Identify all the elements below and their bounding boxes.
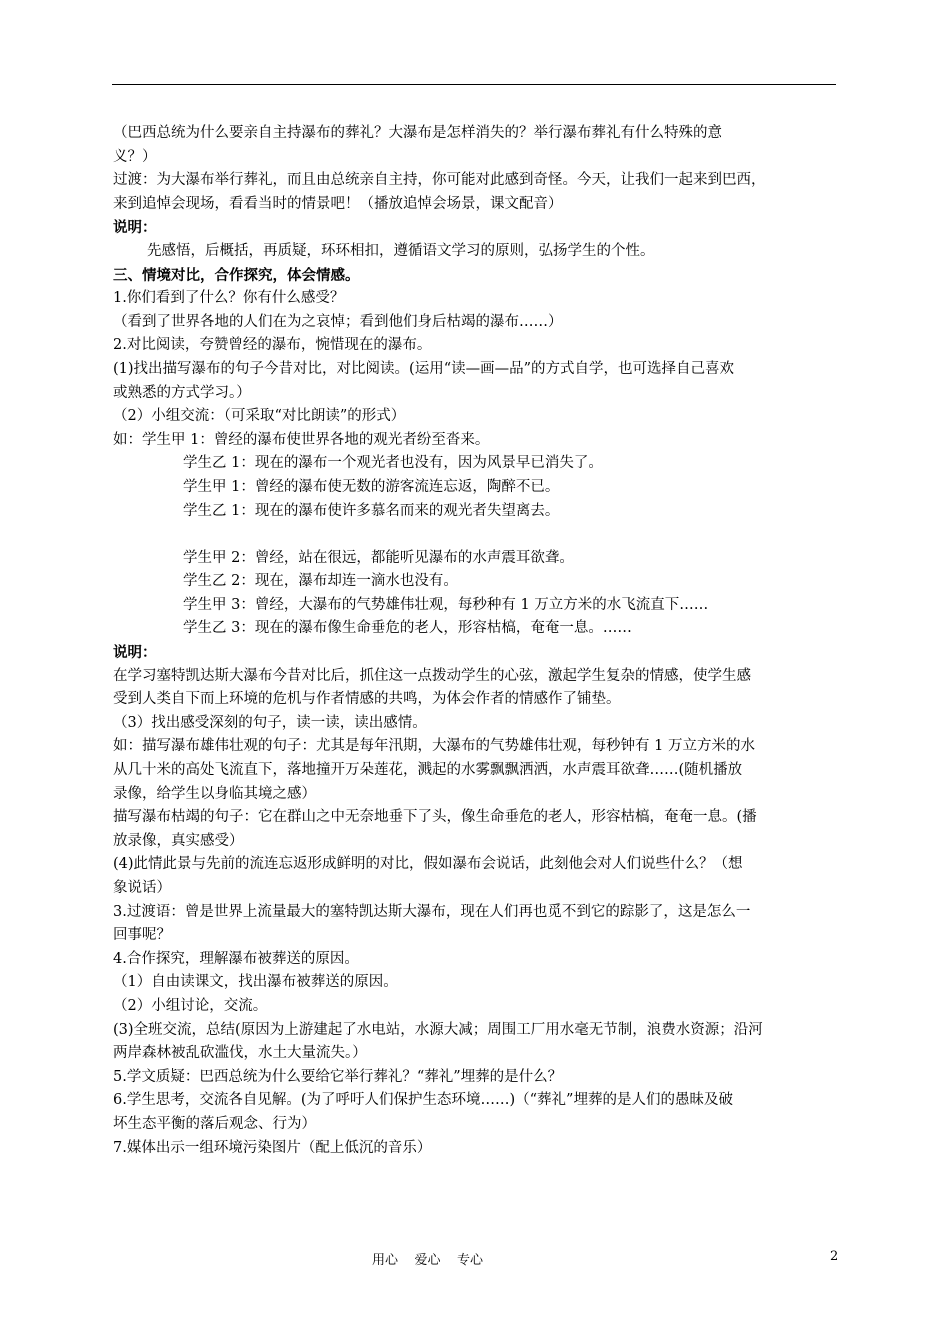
page-number: 2 (830, 1249, 839, 1264)
paragraph-line: (4)此情此景与先前的流连忘返形成鲜明的对比，假如瀑布会说话，此刻他会对人们说些什么？（想 (113, 856, 743, 873)
section-heading: 说明： (113, 219, 157, 237)
paragraph-line: 学生乙 3：现在的瀑布像生命垂危的老人，形容枯槁，奄奄一息。…… (183, 620, 632, 637)
document-body (113, 122, 839, 1160)
paragraph-line: （巴西总统为什么要亲自主持瀑布的葬礼？大瀑布是怎样消失的？举行瀑布葬礼有什么特殊的意 (113, 125, 722, 141)
paragraph-line: 学生甲 2：曾经，站在很远，都能听见瀑布的水声震耳欲聋。 (183, 549, 574, 566)
section-heading: 说明： (113, 644, 157, 662)
paragraph-line: 3.过渡语：曾是世界上流量最大的塞特凯达斯大瀑布，现在人们再也觅不到它的踪影了，这是怎么一 (113, 903, 751, 920)
paragraph-line: 如：描写瀑布雄伟壮观的句子：尤其是每年汛期，大瀑布的气势雄伟壮观，每秒钟有 1 万立方米的水 (113, 738, 755, 755)
paragraph-line: 从几十米的高处飞流直下，落地撞开万朵莲花，溅起的水雾飘飘洒洒，水声震耳欲聋……(随机播放 (113, 762, 743, 779)
paragraph-line: （2）小组讨论，交流。 (113, 997, 268, 1014)
paragraph-line: 5.学文质疑：巴西总统为什么要给它举行葬礼？“葬礼”埋葬的是什么？ (113, 1068, 563, 1085)
paragraph-line: 坏生态平衡的落后观念、行为） (113, 1115, 316, 1132)
paragraph-line: 受到人类自下而上环境的危机与作者情感的共鸣，为体会作者的情感作了铺垫。 (113, 691, 621, 708)
paragraph-line: 学生乙 1：现在的瀑布使许多慕名而来的观光者失望离去。 (183, 502, 560, 519)
paragraph-line: （3）找出感受深刻的句子，读一读，读出感情。 (113, 714, 427, 731)
paragraph-line: 回事呢？ (113, 927, 171, 944)
paragraph-line: （看到了世界各地的人们在为之哀悼；看到他们身后枯竭的瀑布……） (113, 313, 563, 330)
footer-motto: 用心 爱心 专心 (372, 1253, 484, 1268)
paragraph-line: 义？） (113, 148, 157, 165)
paragraph-line: 录像，给学生以身临其境之感） (113, 785, 316, 802)
paragraph-line: 学生甲 1：曾经的瀑布使无数的游客流连忘返，陶醉不已。 (183, 478, 560, 495)
paragraph-line: 6.学生思考，交流各自见解。(为了呼吁人们保护生态环境……)（“葬礼”埋葬的是人们的愚昧及破 (113, 1092, 733, 1109)
paragraph-line: 学生乙 2：现在，瀑布却连一滴水也没有。 (183, 573, 458, 590)
paragraph-line: 7.媒体出示一组环境污染图片（配上低沉的音乐） (113, 1139, 432, 1156)
paragraph-line: (1)找出描写瀑布的句子今昔对比，对比阅读。(运用“读—画—品”的方式自学，也可选择自己喜欢 (113, 360, 735, 377)
paragraph-line: 学生乙 1：现在的瀑布一个观光者也没有，因为风景早已消失了。 (183, 455, 603, 472)
paragraph-line: 放录像，真实感受） (113, 832, 244, 849)
header-rule (112, 84, 836, 85)
paragraph-line: 过渡：为大瀑布举行葬礼，而且由总统亲自主持，你可能对此感到奇怪。今天，让我们一起来到巴西， (113, 172, 766, 189)
paragraph-line: （2）小组交流：（可采取“对比朗读”的形式） (113, 408, 406, 425)
paragraph-line: 先感悟，后概括，再质疑，环环相扣，遵循语文学习的原则，弘扬学生的个性。 (147, 242, 655, 259)
paragraph-line: 2.对比阅读，夸赞曾经的瀑布，惋惜现在的瀑布。 (113, 337, 432, 354)
paragraph-line: 4.合作探究，理解瀑布被葬送的原因。 (113, 950, 359, 967)
blank-line (113, 523, 839, 547)
paragraph-line: 象说话） (113, 880, 171, 896)
paragraph-line: 如：学生甲 1：曾经的瀑布使世界各地的观光者纷至沓来。 (113, 431, 490, 448)
paragraph-line: 学生甲 3：曾经，大瀑布的气势雄伟壮观，每秒种有 1 万立方米的水飞流直下…… (183, 596, 709, 613)
paragraph-line: 来到追悼会现场，看看当时的情景吧！（播放追悼会场景，课文配音） (113, 195, 563, 212)
paragraph-line: 两岸森林被乱砍滥伐，水土大量流失。） (113, 1045, 367, 1062)
section-heading: 三、情境对比，合作探究，体会情感。 (113, 266, 360, 284)
paragraph-line: 描写瀑布枯竭的句子：它在群山之中无奈地垂下了头，像生命垂危的老人，形容枯槁，奄奄一息。(播 (113, 809, 757, 826)
paragraph-line: (3)全班交流，总结(原因为上游建起了水电站，水源大减；周围工厂用水毫无节制，浪费水资源；沿河 (113, 1021, 763, 1038)
paragraph-line: （1）自由读课文，找出瀑布被葬送的原因。 (113, 974, 398, 991)
paragraph-line: 在学习塞特凯达斯大瀑布今昔对比后，抓住这一点拨动学生的心弦，激起学生复杂的情感，使学生感 (113, 667, 751, 684)
paragraph-line: 或熟悉的方式学习。） (113, 384, 251, 401)
paragraph-line: 1.你们看到了什么？你有什么感受？ (113, 290, 345, 307)
